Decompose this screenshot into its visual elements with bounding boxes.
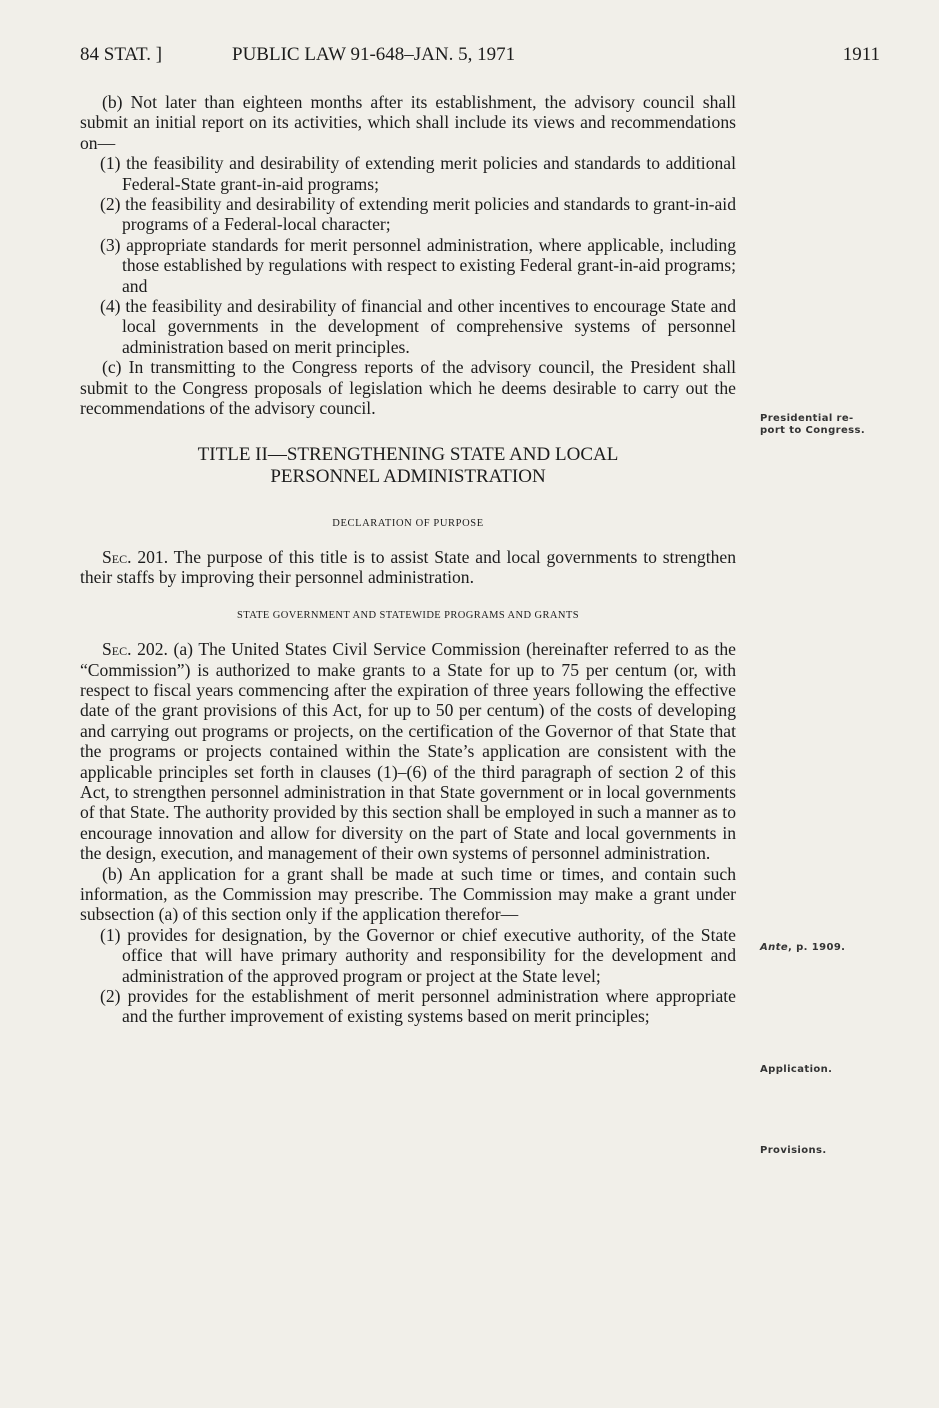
title-line-2: PERSONNEL ADMINISTRATION	[270, 465, 546, 487]
clause-b-1: (1) the feasibility and desirability of extending merit policies and standards to additional Federal-State grant-in-aid programs;	[100, 153, 736, 194]
section-202-b: (b) An application for a grant shall be made at such time or times, and contain such information, as the Commission may prescribe. The Commission may make a grant under subsection (a) of this section only if the application therefor—	[80, 863, 736, 925]
paragraph-c: (c) In transmitting to the Congress reports of the advisory council, the President shall submit to the Congress proposals of legislation which he deems desirable to carry out the recommendations of the advisory council.	[80, 357, 736, 419]
volume-reference: 84 STAT. ]	[80, 44, 163, 65]
margin-note-provisions: Provisions.	[760, 1145, 827, 1156]
section-202-label: Sec. 202.	[102, 639, 168, 660]
margin-note-application: Application.	[760, 1064, 833, 1075]
margin-note-presidential-report	[760, 413, 890, 437]
paragraph-b: (b) Not later than eighteen months after its establishment, the advisory council shall submit an initial report on its activities, which shall include its views and recommendations on—	[80, 92, 736, 153]
section-202-a-text: (a) The United States Civil Service Commission (hereinafter referred to as the “Commission”) is authorized to make grants to a State for up to 75 per centum (or, with respect to fiscal years commencing after the expiration of three years following the effective date of the grant provisions of this Act, for up to 50 per centum) of the costs of developing and carrying out programs or projects, on the certification of the Governor of that State that the programs or projects contained within the State’s application are consistent with the applicable principles set forth in clauses (1)–(6) of the third paragraph of section 2 of this Act, to strengthen personnel administration in that State government or in local governments of that State. The authority provided by this section shall be employed in such a manner as to encourage innovation and allow for diversity on the part of State and local governments in the design, execution, and management of their own systems of personnel administration.	[80, 639, 736, 864]
margin-note-presidential-line-1: Presidential re-	[760, 413, 854, 424]
title-heading	[80, 444, 736, 488]
clause-b-2: (2) the feasibility and desirability of extending merit policies and standards to grant-in-aid programs of a Federal-local character;	[100, 194, 736, 235]
margin-note-ante-page: , p. 1909.	[788, 942, 846, 953]
margin-note-ante-italic: Ante	[760, 942, 789, 953]
page-header	[80, 44, 880, 74]
clause-202-b-2: (2) provides for the establishment of merit personnel administration where appropriate and the further improvement of existing systems based on merit principles;	[100, 986, 736, 1027]
clause-b-3: (3) appropriate standards for merit personnel administration, where applicable, including those established by regulations with respect to existing Federal grant-in-aid programs; and	[100, 234, 736, 296]
clause-b-4: (4) the feasibility and desirability of financial and other incentives to encourage State and local governments in the development of comprehensive systems of personnel administration based on merit principles.	[100, 296, 736, 357]
main-text	[80, 92, 736, 1027]
section-201-text: The purpose of this title is to assist State and local governments to strengthen their staffs by improving their personnel administration.	[80, 546, 736, 588]
section-201	[80, 547, 736, 588]
section-201-label: Sec. 201.	[102, 546, 169, 567]
heading-state-government: STATE GOVERNMENT AND STATEWIDE PROGRAMS AND GRANTS	[237, 609, 579, 621]
heading-declaration-of-purpose: DECLARATION OF PURPOSE	[332, 517, 484, 529]
section-202-a	[80, 639, 736, 863]
margin-note-ante	[760, 942, 890, 954]
clause-202-b-1: (1) provides for designation, by the Governor or chief executive authority, of the State office that will have primary authority and responsibility for the development and administration of the approved program or project at the State level;	[100, 924, 736, 986]
margin-note-presidential-line-2: port to Congress.	[760, 425, 866, 436]
law-title: PUBLIC LAW 91-648–JAN. 5, 1971	[232, 44, 516, 65]
title-line-1: TITLE II—STRENGTHENING STATE AND LOCAL	[197, 443, 619, 465]
page-number: 1911	[842, 44, 880, 65]
